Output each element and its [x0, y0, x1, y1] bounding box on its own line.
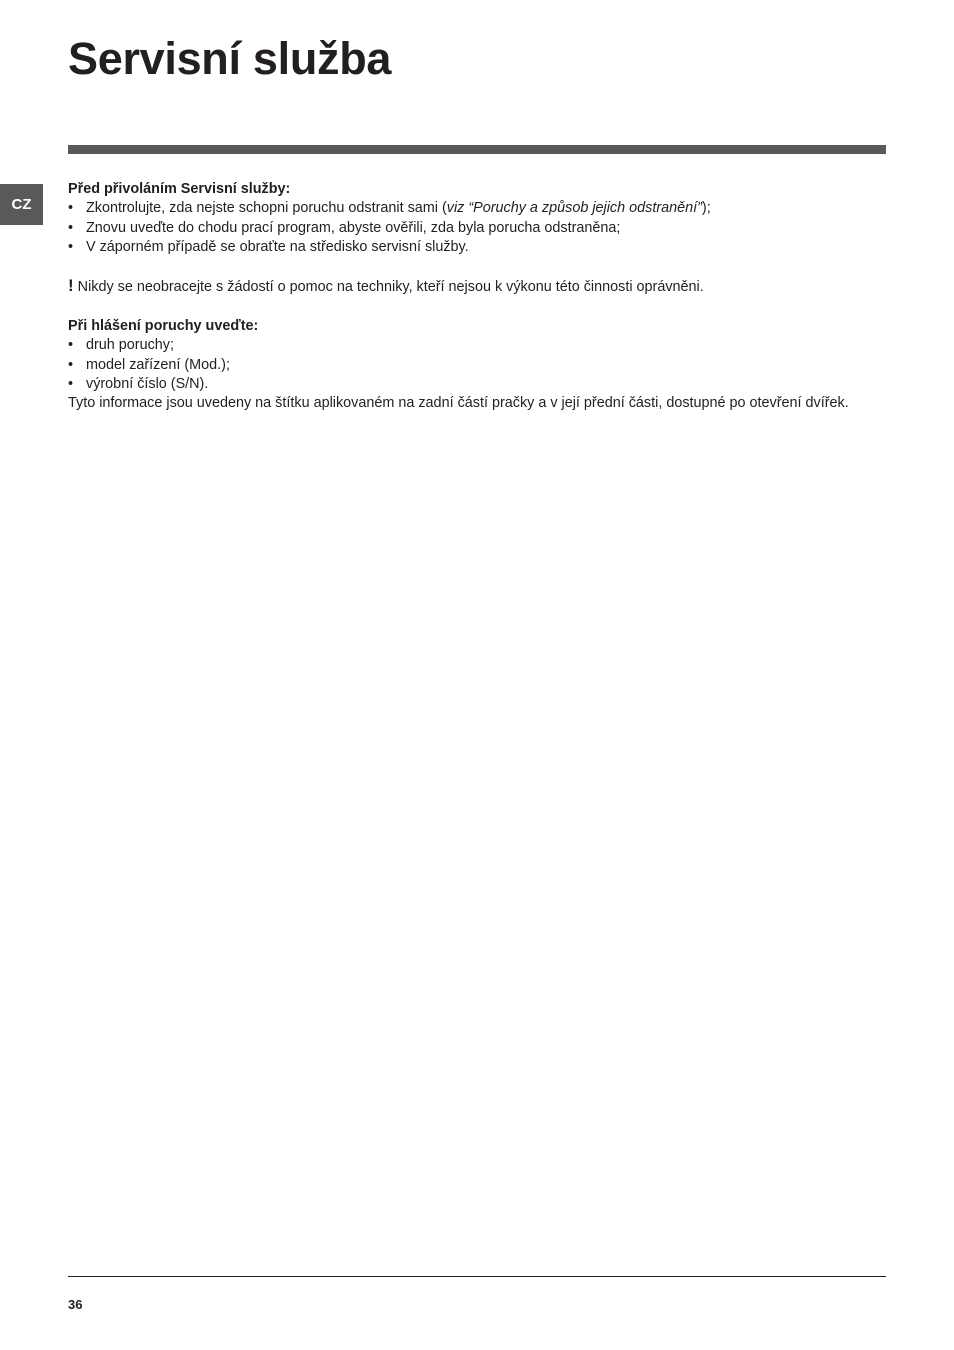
bullet-mark: • [68, 200, 74, 217]
item-text-suffix: ); [701, 200, 711, 217]
bullet-mark: • [68, 238, 74, 255]
warning-note [68, 276, 898, 297]
before-call-heading: Před přivoláním Servisní služby: [68, 181, 291, 197]
language-tab: CZ [0, 184, 43, 225]
before-call-list [68, 199, 898, 257]
item-text: druh poruchy; [86, 337, 174, 354]
item-text: V záporném případě se obraťte na středisko servisní služby. [86, 238, 469, 255]
cross-reference: viz “Poruchy a způsob jejich odstranění” [446, 200, 702, 217]
bullet-mark: • [68, 375, 74, 392]
report-note: Tyto informace jsou uvedeny na štítku aplikovaném na zadní částí pračky a v její přední části, dostupné po otevření dvířek. [68, 395, 849, 412]
list-item [68, 219, 898, 238]
page-title: Servisní služba [68, 33, 392, 84]
page-number: 36 [68, 1297, 83, 1312]
bullet-mark: • [68, 337, 74, 354]
warning-text: Nikdy se neobracejte s žádostí o pomoc na techniky, kteří nejsou k výkonu této činnosti oprávněni. [73, 279, 704, 296]
report-list [68, 336, 898, 394]
list-item [68, 356, 898, 375]
list-item [68, 375, 898, 394]
list-item [68, 336, 898, 355]
bullet-mark: • [68, 219, 74, 236]
bullet-mark: • [68, 356, 74, 373]
item-text: Zkontrolujte, zda nejste schopni poruchu odstranit sami ( [86, 200, 447, 217]
list-item [68, 238, 898, 257]
warning-icon: ! [68, 276, 74, 296]
spacer [68, 298, 898, 317]
report-heading: Při hlášení poruchy uveďte: [68, 318, 259, 335]
item-text: model zařízení (Mod.); [86, 356, 230, 373]
item-text: výrobní číslo (S/N). [86, 375, 209, 392]
title-divider [68, 145, 886, 154]
item-text: Znovu uveďte do chodu prací program, abyste ověřili, zda byla porucha odstraněna; [86, 219, 621, 236]
footer-divider [68, 1276, 886, 1277]
document-body [68, 180, 898, 414]
list-item [68, 199, 898, 218]
spacer [68, 257, 898, 276]
